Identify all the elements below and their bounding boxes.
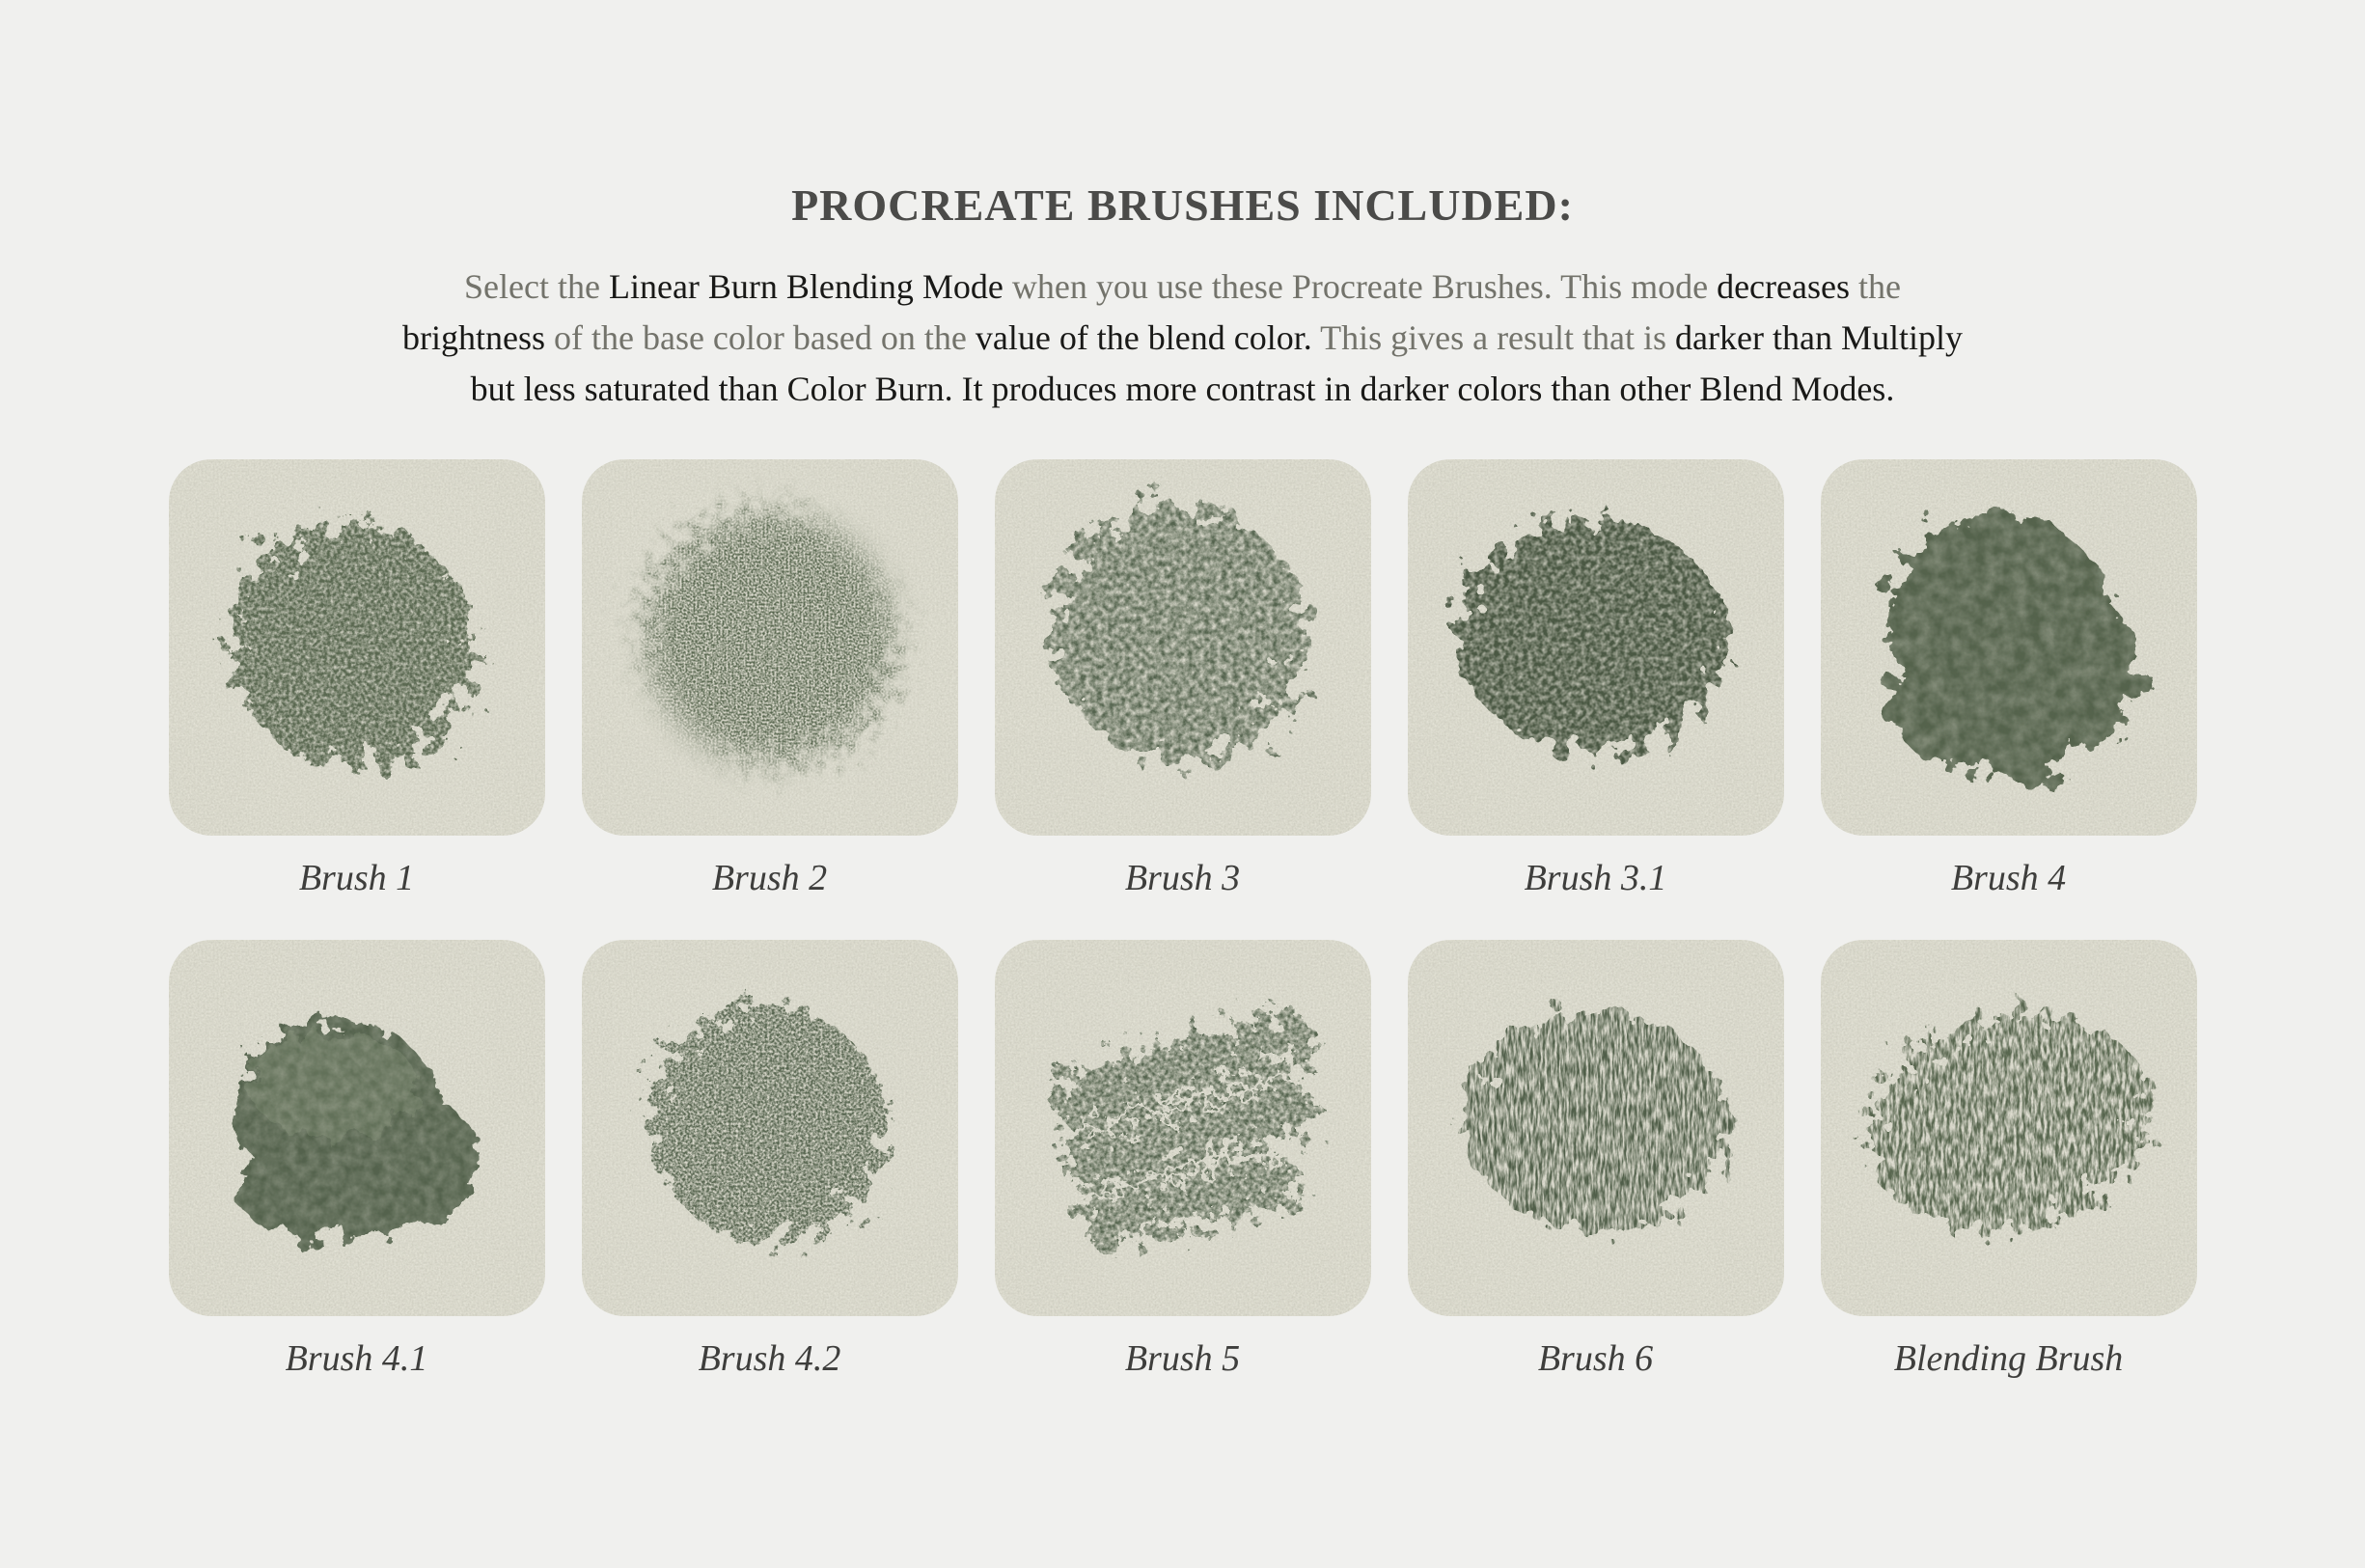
brush-stroke-art xyxy=(169,940,545,1316)
description-segment: the xyxy=(1849,267,1901,306)
description-line xyxy=(0,313,2365,364)
brush-swatch-2 xyxy=(582,459,958,836)
brush-card xyxy=(995,940,1371,1380)
brush-label: Brush 2 xyxy=(711,858,828,898)
page-title: PROCREATE BRUSHES INCLUDED: xyxy=(791,180,1574,230)
brush-card xyxy=(582,459,958,899)
description-segment: brightness xyxy=(402,318,545,357)
brush-swatch-5 xyxy=(995,940,1371,1316)
brush-card xyxy=(1821,459,2197,899)
brush-stroke-art xyxy=(1821,940,2197,1316)
brush-stroke-art xyxy=(1408,459,1784,836)
description-segment: decreases xyxy=(1717,267,1850,306)
description-segment: when you use these Procreate Brushes. This mode xyxy=(1003,267,1718,306)
brush-stroke-art xyxy=(995,940,1371,1316)
brush-swatch-1 xyxy=(169,459,545,836)
brush-label: Brush 3 xyxy=(1124,858,1241,898)
brush-label: Brush 6 xyxy=(1537,1338,1654,1379)
brush-card xyxy=(169,459,545,899)
brush-label: Blending Brush xyxy=(1893,1338,2124,1379)
brush-label: Brush 4 xyxy=(1950,858,2067,898)
brush-swatch-4-1 xyxy=(169,940,545,1316)
brush-card xyxy=(1821,940,2197,1380)
brush-swatch-blending xyxy=(1821,940,2197,1316)
description-segment: This gives a result that is xyxy=(1311,318,1676,357)
brush-swatch-4-2 xyxy=(582,940,958,1316)
brush-card xyxy=(169,940,545,1380)
brush-label: Brush 4.2 xyxy=(698,1338,841,1379)
brush-stroke-art xyxy=(582,940,958,1316)
description-segment: Linear Burn Blending Mode xyxy=(608,267,1004,306)
brush-grid xyxy=(0,459,2365,1380)
description-segment: darker than Multiply xyxy=(1675,318,1963,357)
brush-stroke-art xyxy=(995,459,1371,836)
brush-stroke-art xyxy=(1408,940,1784,1316)
description-segment: Select the xyxy=(464,267,609,306)
brush-stroke-art xyxy=(1821,459,2197,836)
brush-card xyxy=(582,940,958,1380)
description-paragraph xyxy=(0,261,2365,415)
brush-swatch-3 xyxy=(995,459,1371,836)
brush-stroke-art xyxy=(169,459,545,836)
brush-card xyxy=(995,459,1371,899)
brush-card xyxy=(1408,940,1784,1380)
brush-swatch-3-1 xyxy=(1408,459,1784,836)
description-segment: but less saturated than Color Burn. It produces more contrast in darker colors than other Blend Modes. xyxy=(470,370,1895,408)
brush-swatch-6 xyxy=(1408,940,1784,1316)
brush-swatch-4 xyxy=(1821,459,2197,836)
brush-label: Brush 3.1 xyxy=(1524,858,1667,898)
brush-card xyxy=(1408,459,1784,899)
brush-stroke-art xyxy=(582,459,958,836)
brush-label: Brush 5 xyxy=(1124,1338,1241,1379)
description-line xyxy=(0,364,2365,415)
brush-label: Brush 1 xyxy=(298,858,415,898)
description-segment: of the base color based on the xyxy=(545,318,976,357)
description-line xyxy=(0,261,2365,313)
brush-label: Brush 4.1 xyxy=(285,1338,428,1379)
description-segment: value of the blend color. xyxy=(975,318,1312,357)
